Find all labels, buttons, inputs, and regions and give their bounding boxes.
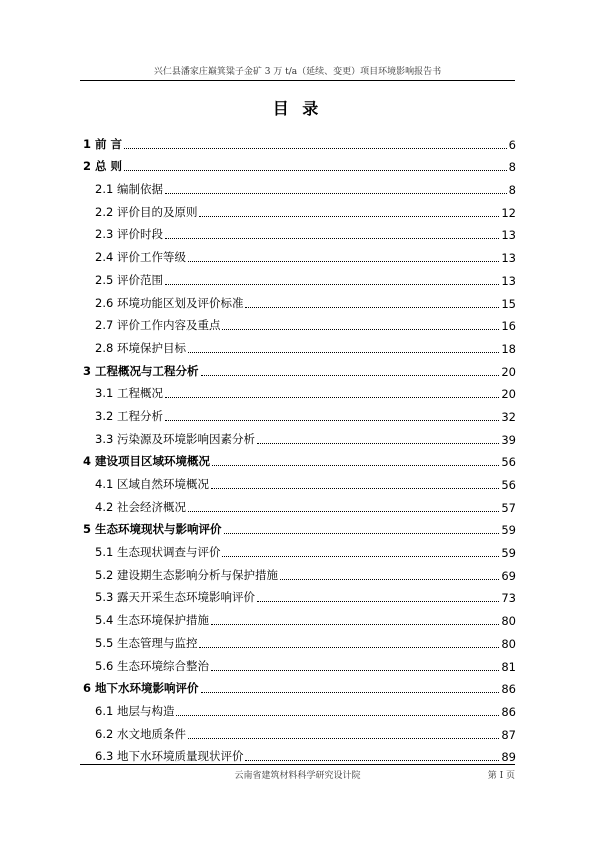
toc-leader-dots — [201, 374, 500, 376]
toc-leader-dots — [199, 646, 499, 648]
toc-entry[interactable] — [83, 313, 516, 336]
toc-entry-page: 13 — [501, 228, 516, 243]
toc-entry-page: 86 — [501, 682, 516, 697]
toc-entry-label: 5.2 建设期生态影响分析与保护措施 — [95, 567, 278, 582]
toc-title: 目 录 — [272, 99, 323, 118]
page-header: 兴仁县潘家庄巅箕粱子金矿 3 万 t/a（延续、变更）项目环境影响报告书 — [153, 67, 442, 77]
toc-entry-label: 4 建设项目区域环境概况 — [83, 454, 211, 469]
header-divider — [80, 80, 515, 81]
toc-entry-page: 16 — [501, 319, 516, 334]
toc-leader-dots — [165, 192, 507, 194]
toc-leader-dots — [124, 169, 507, 171]
toc-leader-dots — [165, 283, 499, 285]
footer-organization: 云南省建筑材料科学研究设计院 — [234, 771, 361, 781]
table-of-contents — [83, 131, 516, 766]
toc-entry-page: 80 — [501, 614, 516, 629]
toc-leader-dots — [165, 396, 499, 398]
toc-entry[interactable] — [83, 630, 516, 653]
toc-entry-label: 2.2 评价目的及原则 — [95, 204, 198, 219]
toc-leader-dots — [211, 669, 499, 671]
toc-leader-dots — [280, 578, 499, 580]
toc-leader-dots — [211, 623, 499, 625]
toc-entry-page: 15 — [501, 296, 516, 311]
toc-entry-label: 2.6 环境功能区划及评价标准 — [95, 295, 244, 310]
toc-leader-dots — [176, 714, 499, 716]
toc-entry[interactable] — [83, 744, 516, 767]
toc-leader-dots — [188, 351, 499, 353]
toc-entry-page: 57 — [501, 500, 516, 515]
toc-entry-label: 3.1 工程概况 — [95, 386, 163, 401]
toc-entry-label: 2.8 环境保护目标 — [95, 340, 186, 355]
toc-entry-label: 5.1 生态现状调查与评价 — [95, 545, 221, 560]
toc-leader-dots — [257, 600, 499, 602]
toc-entry-label: 3 工程概况与工程分析 — [83, 363, 199, 378]
toc-entry-page: 6 — [508, 137, 516, 152]
toc-leader-dots — [222, 555, 499, 557]
toc-entry[interactable] — [83, 676, 516, 699]
toc-entry-page: 13 — [501, 273, 516, 288]
toc-entry[interactable] — [83, 358, 516, 381]
toc-leader-dots — [188, 260, 499, 262]
toc-entry[interactable] — [83, 698, 516, 721]
toc-entry-label: 5.6 生态环境综合整治 — [95, 658, 209, 673]
toc-entry-label: 3.2 工程分析 — [95, 408, 163, 423]
toc-entry[interactable] — [83, 131, 516, 154]
toc-entry-page: 59 — [501, 546, 516, 561]
toc-entry-page: 39 — [501, 432, 516, 447]
toc-entry-page: 20 — [501, 387, 516, 402]
toc-leader-dots — [224, 532, 500, 534]
toc-entry-label: 5.3 露天开采生态环境影响评价 — [95, 590, 255, 605]
toc-entry-label: 6.3 地下水环境质量现状评价 — [95, 749, 244, 764]
toc-entry-page: 86 — [501, 704, 516, 719]
footer-divider — [80, 764, 515, 765]
toc-entry[interactable] — [83, 539, 516, 562]
toc-entry-label: 2.7 评价工作内容及重点 — [95, 318, 221, 333]
toc-entry-page: 32 — [501, 409, 516, 424]
toc-entry[interactable] — [83, 721, 516, 744]
toc-leader-dots — [211, 487, 499, 489]
toc-leader-dots — [188, 737, 499, 739]
toc-entry-page: 20 — [501, 364, 516, 379]
toc-entry[interactable] — [83, 267, 516, 290]
toc-entry-page: 56 — [501, 478, 516, 492]
toc-entry[interactable] — [83, 381, 516, 404]
toc-entry-page: 13 — [501, 251, 516, 266]
toc-entry-label: 2 总 则 — [83, 159, 123, 174]
toc-entry[interactable] — [83, 290, 516, 313]
toc-entry[interactable] — [83, 222, 516, 245]
toc-entry[interactable] — [83, 154, 516, 177]
toc-entry[interactable] — [83, 607, 516, 630]
toc-entry-label: 1 前 言 — [83, 136, 123, 151]
toc-entry[interactable] — [83, 426, 516, 449]
toc-entry-page: 87 — [501, 727, 516, 742]
toc-entry-page: 18 — [501, 341, 516, 356]
toc-leader-dots — [201, 691, 500, 693]
toc-leader-dots — [257, 442, 499, 444]
toc-entry-label: 6 地下水环境影响评价 — [83, 681, 199, 696]
toc-entry-page: 80 — [501, 636, 516, 651]
toc-leader-dots — [165, 419, 499, 421]
toc-entry-page: 59 — [501, 523, 516, 538]
toc-entry-page: 73 — [501, 591, 516, 606]
toc-entry-page: 12 — [501, 205, 516, 220]
toc-entry-page: 56 — [501, 455, 516, 470]
toc-entry-label: 6.1 地层与构造 — [95, 703, 175, 718]
toc-entry-label: 5.4 生态环境保护措施 — [95, 613, 209, 628]
toc-leader-dots — [245, 759, 499, 761]
toc-entry[interactable] — [83, 517, 516, 540]
toc-entry-label: 2.3 评价时段 — [95, 227, 163, 242]
toc-leader-dots — [124, 147, 507, 149]
toc-entry[interactable] — [83, 562, 516, 585]
toc-entry[interactable] — [83, 471, 516, 494]
toc-leader-dots — [165, 237, 499, 239]
toc-leader-dots — [199, 215, 499, 217]
toc-leader-dots — [245, 306, 499, 308]
toc-entry-label: 2.1 编制依据 — [95, 182, 163, 197]
toc-leader-dots — [222, 328, 499, 330]
toc-entry-page: 69 — [501, 568, 516, 583]
toc-entry[interactable] — [83, 494, 516, 517]
toc-entry-page: 89 — [501, 750, 516, 765]
toc-entry[interactable] — [83, 199, 516, 222]
toc-entry-page: 8 — [508, 160, 516, 175]
toc-entry-page: 8 — [508, 183, 516, 198]
toc-entry[interactable] — [83, 653, 516, 676]
toc-entry[interactable] — [83, 244, 516, 267]
toc-entry-page: 81 — [501, 659, 516, 674]
toc-entry[interactable] — [83, 335, 516, 358]
toc-leader-dots — [188, 510, 499, 512]
toc-entry[interactable] — [83, 585, 516, 608]
toc-entry[interactable] — [83, 449, 516, 472]
toc-entry-label: 5.5 生态管理与监控 — [95, 635, 198, 650]
toc-leader-dots — [212, 464, 499, 466]
toc-entry-label: 4.2 社会经济概况 — [95, 499, 186, 514]
toc-entry[interactable] — [83, 403, 516, 426]
toc-entry[interactable] — [83, 176, 516, 199]
toc-entry-label: 3.3 污染源及环境影响因素分析 — [95, 431, 255, 446]
toc-entry-label: 5 生态环境现状与影响评价 — [83, 522, 222, 537]
footer-page-number: 第 I 页 — [487, 771, 515, 781]
toc-entry-label: 6.2 水文地质条件 — [95, 726, 186, 741]
toc-entry-label: 2.5 评价范围 — [95, 272, 163, 287]
toc-entry-label: 2.4 评价工作等级 — [95, 250, 186, 265]
toc-entry-label: 4.1 区域自然环境概况 — [95, 477, 209, 491]
